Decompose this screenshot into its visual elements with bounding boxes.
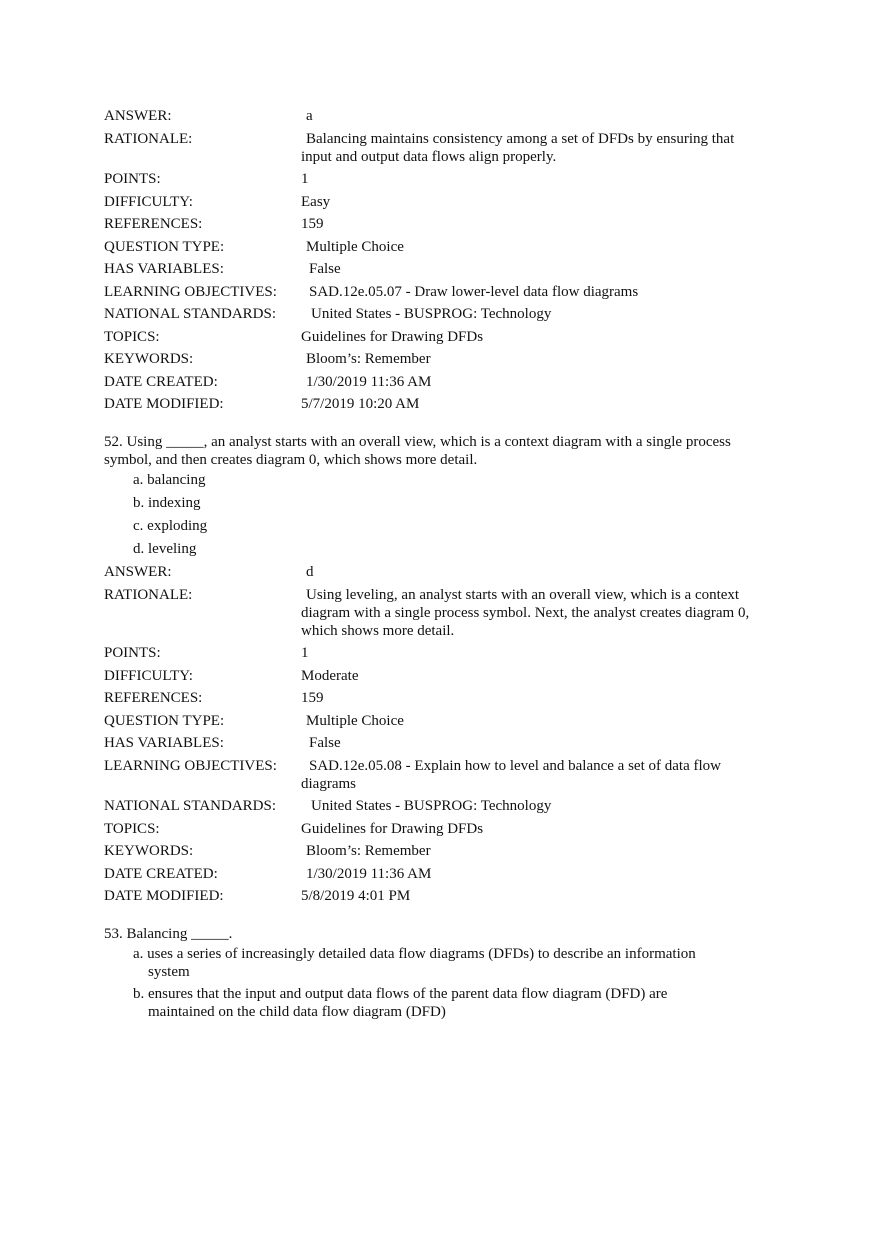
question-type-row	[104, 712, 784, 730]
question-type-row	[104, 238, 784, 256]
question-stem-line: symbol, and then creates diagram 0, which shows more detail.	[104, 452, 478, 468]
rationale-line: diagram with a single process symbol. Next, the analyst creates diagram 0,	[301, 604, 750, 621]
question-stem: 53. Balancing _____.	[104, 926, 233, 942]
references-row	[104, 215, 784, 233]
references-row	[104, 689, 784, 707]
date-modified-value: 5/7/2019 10:20 AM	[301, 396, 420, 412]
points-row	[104, 170, 784, 188]
rationale-line: Balancing maintains consistency among a set of DFDs by ensuring that	[306, 130, 735, 147]
option-line: system	[148, 964, 190, 980]
has-variables-row	[104, 734, 784, 752]
question-type-value: Multiple Choice	[306, 712, 404, 729]
q51-metadata	[104, 107, 784, 413]
difficulty-row	[104, 193, 784, 211]
date-modified-label: DATE MODIFIED:	[104, 888, 224, 904]
question-stem	[104, 433, 784, 469]
topics-row	[104, 820, 784, 838]
national-standards-value: United States - BUSPROG: Technology	[311, 306, 552, 322]
option-line: maintained on the child data flow diagram (DFD)	[148, 1004, 446, 1020]
date-created-value: 1/30/2019 11:36 AM	[306, 373, 432, 390]
points-value: 1	[301, 171, 309, 187]
learning-objectives-row	[104, 757, 784, 793]
learning-objectives-row	[104, 283, 784, 301]
points-label: POINTS:	[104, 171, 161, 187]
national-standards-label: NATIONAL STANDARDS:	[104, 306, 276, 322]
keywords-label: KEYWORDS:	[104, 843, 194, 859]
date-created-row	[104, 865, 784, 883]
topics-label: TOPICS:	[104, 328, 160, 345]
learning-objectives-line: SAD.12e.05.08 - Explain how to level and balance a set of data flow	[309, 757, 721, 774]
keywords-value: Bloom’s: Remember	[306, 351, 431, 367]
topics-label: TOPICS:	[104, 820, 160, 837]
national-standards-row	[104, 305, 784, 323]
option-b	[133, 985, 748, 1021]
document-page	[104, 107, 784, 1025]
has-variables-label: HAS VARIABLES:	[104, 261, 224, 277]
difficulty-row	[104, 667, 784, 685]
answer-label: ANSWER:	[104, 108, 172, 124]
answer-row	[104, 107, 784, 125]
national-standards-row	[104, 797, 784, 815]
topics-value: Guidelines for Drawing DFDs	[301, 328, 484, 345]
question-52	[104, 433, 784, 905]
date-modified-row	[104, 887, 784, 905]
question-stem-line: 52. Using _____, an analyst starts with an overall view, which is a context diagram with a single process	[104, 434, 731, 450]
question-type-label: QUESTION TYPE:	[104, 238, 225, 255]
topics-value: Guidelines for Drawing DFDs	[301, 820, 484, 837]
rationale-row	[104, 130, 784, 166]
rationale-line: input and output data flows align properly.	[301, 148, 557, 165]
keywords-value: Bloom’s: Remember	[306, 843, 431, 859]
answer-value: d	[306, 564, 314, 580]
rationale-row	[104, 586, 784, 640]
references-value: 159	[301, 216, 324, 232]
option-line: b. ensures that the input and output data flows of the parent data flow diagram (DFD) are	[133, 986, 668, 1002]
option-b: b. indexing	[133, 495, 201, 511]
references-value: 159	[301, 690, 324, 706]
date-created-label: DATE CREATED:	[104, 865, 218, 882]
answer-row	[104, 563, 784, 581]
date-created-value: 1/30/2019 11:36 AM	[306, 865, 432, 882]
question-53	[104, 925, 784, 1021]
question-type-label: QUESTION TYPE:	[104, 712, 225, 729]
references-label: REFERENCES:	[104, 216, 203, 232]
references-label: REFERENCES:	[104, 690, 203, 706]
learning-objectives-label: LEARNING OBJECTIVES:	[104, 283, 277, 300]
national-standards-value: United States - BUSPROG: Technology	[311, 798, 552, 814]
learning-objectives-line: diagrams	[301, 775, 356, 792]
date-modified-label: DATE MODIFIED:	[104, 396, 224, 412]
difficulty-value: Easy	[301, 193, 331, 210]
keywords-label: KEYWORDS:	[104, 351, 194, 367]
option-d: d. leveling	[133, 541, 197, 557]
answer-options	[133, 471, 784, 558]
date-modified-value: 5/8/2019 4:01 PM	[301, 888, 411, 904]
date-created-row	[104, 373, 784, 391]
option-c: c. exploding	[133, 518, 208, 534]
difficulty-label: DIFFICULTY:	[104, 667, 193, 684]
keywords-row	[104, 350, 784, 368]
difficulty-value: Moderate	[301, 667, 359, 684]
points-row	[104, 644, 784, 662]
question-type-value: Multiple Choice	[306, 238, 404, 255]
answer-options	[133, 945, 784, 1021]
answer-value: a	[306, 108, 313, 124]
rationale-label: RATIONALE:	[104, 586, 193, 603]
points-label: POINTS:	[104, 645, 161, 661]
learning-objectives-value: SAD.12e.05.07 - Draw lower-level data flow diagrams	[309, 283, 639, 300]
learning-objectives-label: LEARNING OBJECTIVES:	[104, 757, 277, 774]
option-a	[133, 945, 748, 981]
answer-label: ANSWER:	[104, 564, 172, 580]
has-variables-row	[104, 260, 784, 278]
rationale-line: Using leveling, an analyst starts with an overall view, which is a context	[306, 586, 740, 603]
has-variables-label: HAS VARIABLES:	[104, 735, 224, 751]
rationale-line: which shows more detail.	[301, 622, 455, 639]
date-modified-row	[104, 395, 784, 413]
national-standards-label: NATIONAL STANDARDS:	[104, 798, 276, 814]
topics-row	[104, 328, 784, 346]
has-variables-value: False	[309, 735, 341, 751]
has-variables-value: False	[309, 261, 341, 277]
points-value: 1	[301, 645, 309, 661]
option-a: a. balancing	[133, 472, 206, 488]
difficulty-label: DIFFICULTY:	[104, 193, 193, 210]
rationale-label: RATIONALE:	[104, 130, 193, 147]
option-line: a. uses a series of increasingly detailed data flow diagrams (DFDs) to describe an information	[133, 946, 696, 962]
keywords-row	[104, 842, 784, 860]
date-created-label: DATE CREATED:	[104, 373, 218, 390]
